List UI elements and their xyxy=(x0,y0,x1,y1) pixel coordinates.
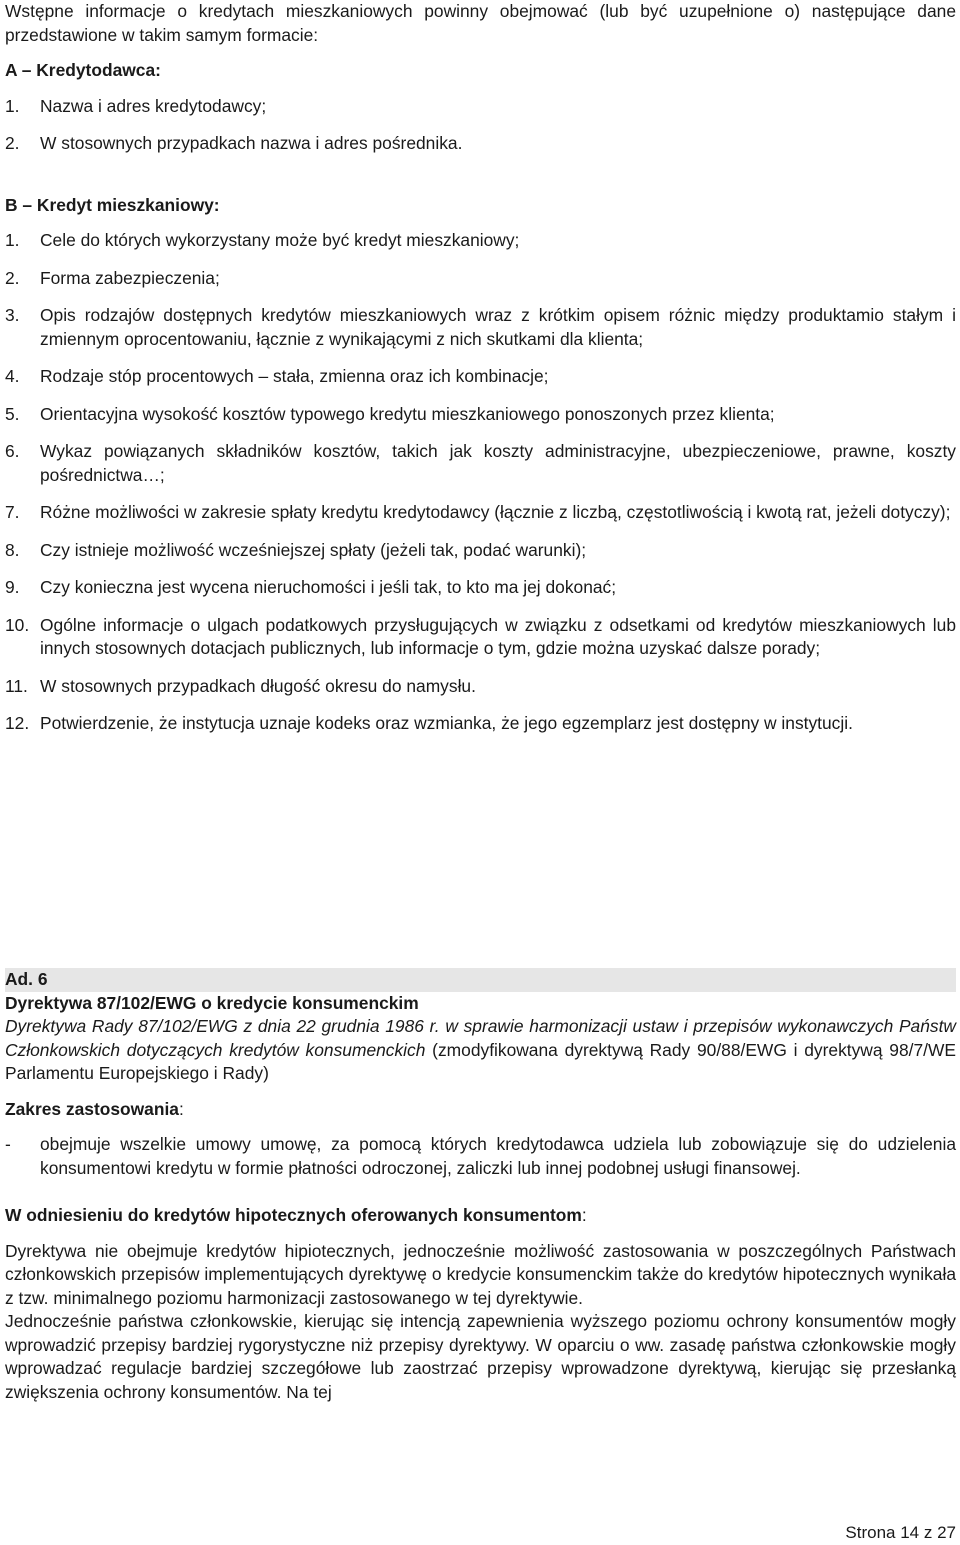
item-text: W stosownych przypadkach długość okresu do namysłu. xyxy=(40,675,476,696)
item-number: 9. xyxy=(5,577,20,597)
list-item xyxy=(5,304,956,351)
list-item xyxy=(5,229,956,253)
item-text: Czy konieczna jest wycena nieruchomości i jeśli tak, to kto ma jej dokonać; xyxy=(40,577,617,597)
scope-item xyxy=(5,1133,956,1180)
mortgage-heading-suffix: : xyxy=(581,1205,587,1225)
item-text: Czy istnieje możliwość wcześniejszej spłaty (jeżeli tak, podać warunki); xyxy=(40,539,587,560)
document-page xyxy=(5,0,956,736)
list-item xyxy=(5,614,956,661)
item-number: 6. xyxy=(5,441,20,461)
directive-title: Dyrektywa 87/102/EWG o kredycie konsumenckim xyxy=(5,992,419,1013)
section-a-heading: A – Kredytodawca: xyxy=(5,60,161,80)
item-number: 2. xyxy=(5,267,20,288)
directive-section xyxy=(5,968,956,1404)
item-number: 10. xyxy=(5,614,30,635)
mortgage-heading-line xyxy=(5,1204,956,1228)
item-text: Różne możliwości w zakresie spłaty kredytu kredytodawcy (łącznie z liczbą, częstotliwością i kwotą rat, jeżeli dotyczy); xyxy=(40,502,951,522)
dash-bullet: - xyxy=(5,1134,11,1154)
item-text: Nazwa i adres kredytodawcy; xyxy=(40,95,267,116)
item-number: 11. xyxy=(5,675,28,696)
scope-text: obejmuje wszelkie umowy umowę, za pomocą których kredytodawca udziela lub zobowiązuje się do udzielenia konsumentowi kredytu w formie płatności odroczonej, zaliczki lub innej podobnej usługi finansowej. xyxy=(40,1134,956,1178)
item-number: 1. xyxy=(5,95,20,116)
item-number: 1. xyxy=(5,230,20,250)
item-text: Forma zabezpieczenia; xyxy=(40,267,220,288)
list-item xyxy=(5,403,956,427)
item-number: 2. xyxy=(5,133,20,153)
item-number: 3. xyxy=(5,305,20,325)
scope-heading-suffix: : xyxy=(178,1098,184,1119)
list-item xyxy=(5,132,956,156)
list-item xyxy=(5,95,956,119)
item-number: 12. xyxy=(5,713,30,733)
item-text: Potwierdzenie, że instytucja uznaje kodeks oraz wzmianka, że jego egzemplarz jest dostępny w instytucji. xyxy=(40,713,853,733)
section-label: Ad. 6 xyxy=(5,968,956,992)
item-number: 7. xyxy=(5,502,20,522)
item-text: Orientacyjna wysokość kosztów typowego kredytu mieszkaniowego ponoszonych przez klienta; xyxy=(40,403,775,424)
item-text: W stosownych przypadkach nazwa i adres pośrednika. xyxy=(40,133,463,153)
item-number: 5. xyxy=(5,403,20,424)
list-item xyxy=(5,440,956,487)
mortgage-heading: W odniesieniu do kredytów hipotecznych oferowanych konsumentom xyxy=(5,1205,582,1225)
list-item xyxy=(5,267,956,291)
item-text: Rodzaje stóp procentowych – stała, zmienna oraz ich kombinacje; xyxy=(40,366,549,386)
item-text: Wykaz powiązanych składników kosztów, takich jak koszty administracyjne, ubezpieczeniowe, prawne, koszty pośrednictwa…; xyxy=(40,441,956,485)
page-number: Strona 14 z 27 xyxy=(845,1523,956,1542)
list-item xyxy=(5,675,956,699)
scope-heading: Zakres zastosowania xyxy=(5,1098,179,1119)
list-item xyxy=(5,501,956,525)
directive-subtitle-rest: (zmodyfikowana dyrektywą Rady 90/88/EWG i dyrektywą 98/7/WE Parlamentu Europejskiego i Rady) xyxy=(5,1039,956,1083)
item-number: 4. xyxy=(5,366,20,386)
scope-heading-line xyxy=(5,1098,956,1122)
item-number: 8. xyxy=(5,539,20,560)
item-text: Opis rodzajów dostępnych kredytów mieszkaniowych wraz z krótkim opisem różnic między produktamio stałym i zmiennym oprocentowaniu, łącznie z wynikającymi z nich skutkami dla klienta; xyxy=(40,305,956,349)
item-text: Ogólne informacje o ulgach podatkowych przysługujących w związku z odsetkami od kredytów mieszkaniowych lub innych stosownych dotacjach publicznych, lub informacje o tym, gdzie można uzyskać dalsze porady; xyxy=(40,614,956,658)
directive-subtitle-italic: Dyrektywa Rady 87/102/EWG z dnia 22 grudnia 1986 r. w sprawie harmonizacji ustaw i przepisów wykonawczych Państw Członkowskich dotyczących kredytów konsumenckich xyxy=(5,1016,956,1060)
directive-subtitle xyxy=(5,1015,956,1086)
section-b-heading: B – Kredyt mieszkaniowy: xyxy=(5,194,220,215)
mortgage-paragraph-2: Jednocześnie państwa członkowskie, kierując się intencją zapewnienia wyższego poziomu ochrony konsumentów mogły wprowadzić przepisy bardziej rygorystyczne niż przepisy dyrektywy. W oparciu o ww. zasadę państwa członkowskie mogły wprowadzać regulacje bardziej szczegółowe lub zaostrzać przepisy wprowadzone dyrektywą, kierując się przesłanką zwiększenia ochrony konsumentów. Na tej xyxy=(5,1311,956,1402)
list-item xyxy=(5,539,956,563)
list-item xyxy=(5,712,956,736)
item-text: Cele do których wykorzystany może być kredyt mieszkaniowy; xyxy=(40,230,520,250)
intro-paragraph: Wstępne informacje o kredytach mieszkaniowych powinny obejmować (lub być uzupełnione o) następujące dane przedstawione w takim samym formacie: xyxy=(5,1,956,45)
mortgage-paragraph-1: Dyrektywa nie obejmuje kredytów hipiotecznych, jednocześnie możliwość zastosowania w poszczególnych Państwach członkowskich przepisów implementujących dyrektywę o kredycie konsumenckim także do kredytów hipotecznych wynikała z tzw. minimalnego poziomu harmonizacji zastosowanego w tej dyrektywie. xyxy=(5,1240,956,1308)
list-item xyxy=(5,365,956,389)
list-item xyxy=(5,576,956,600)
